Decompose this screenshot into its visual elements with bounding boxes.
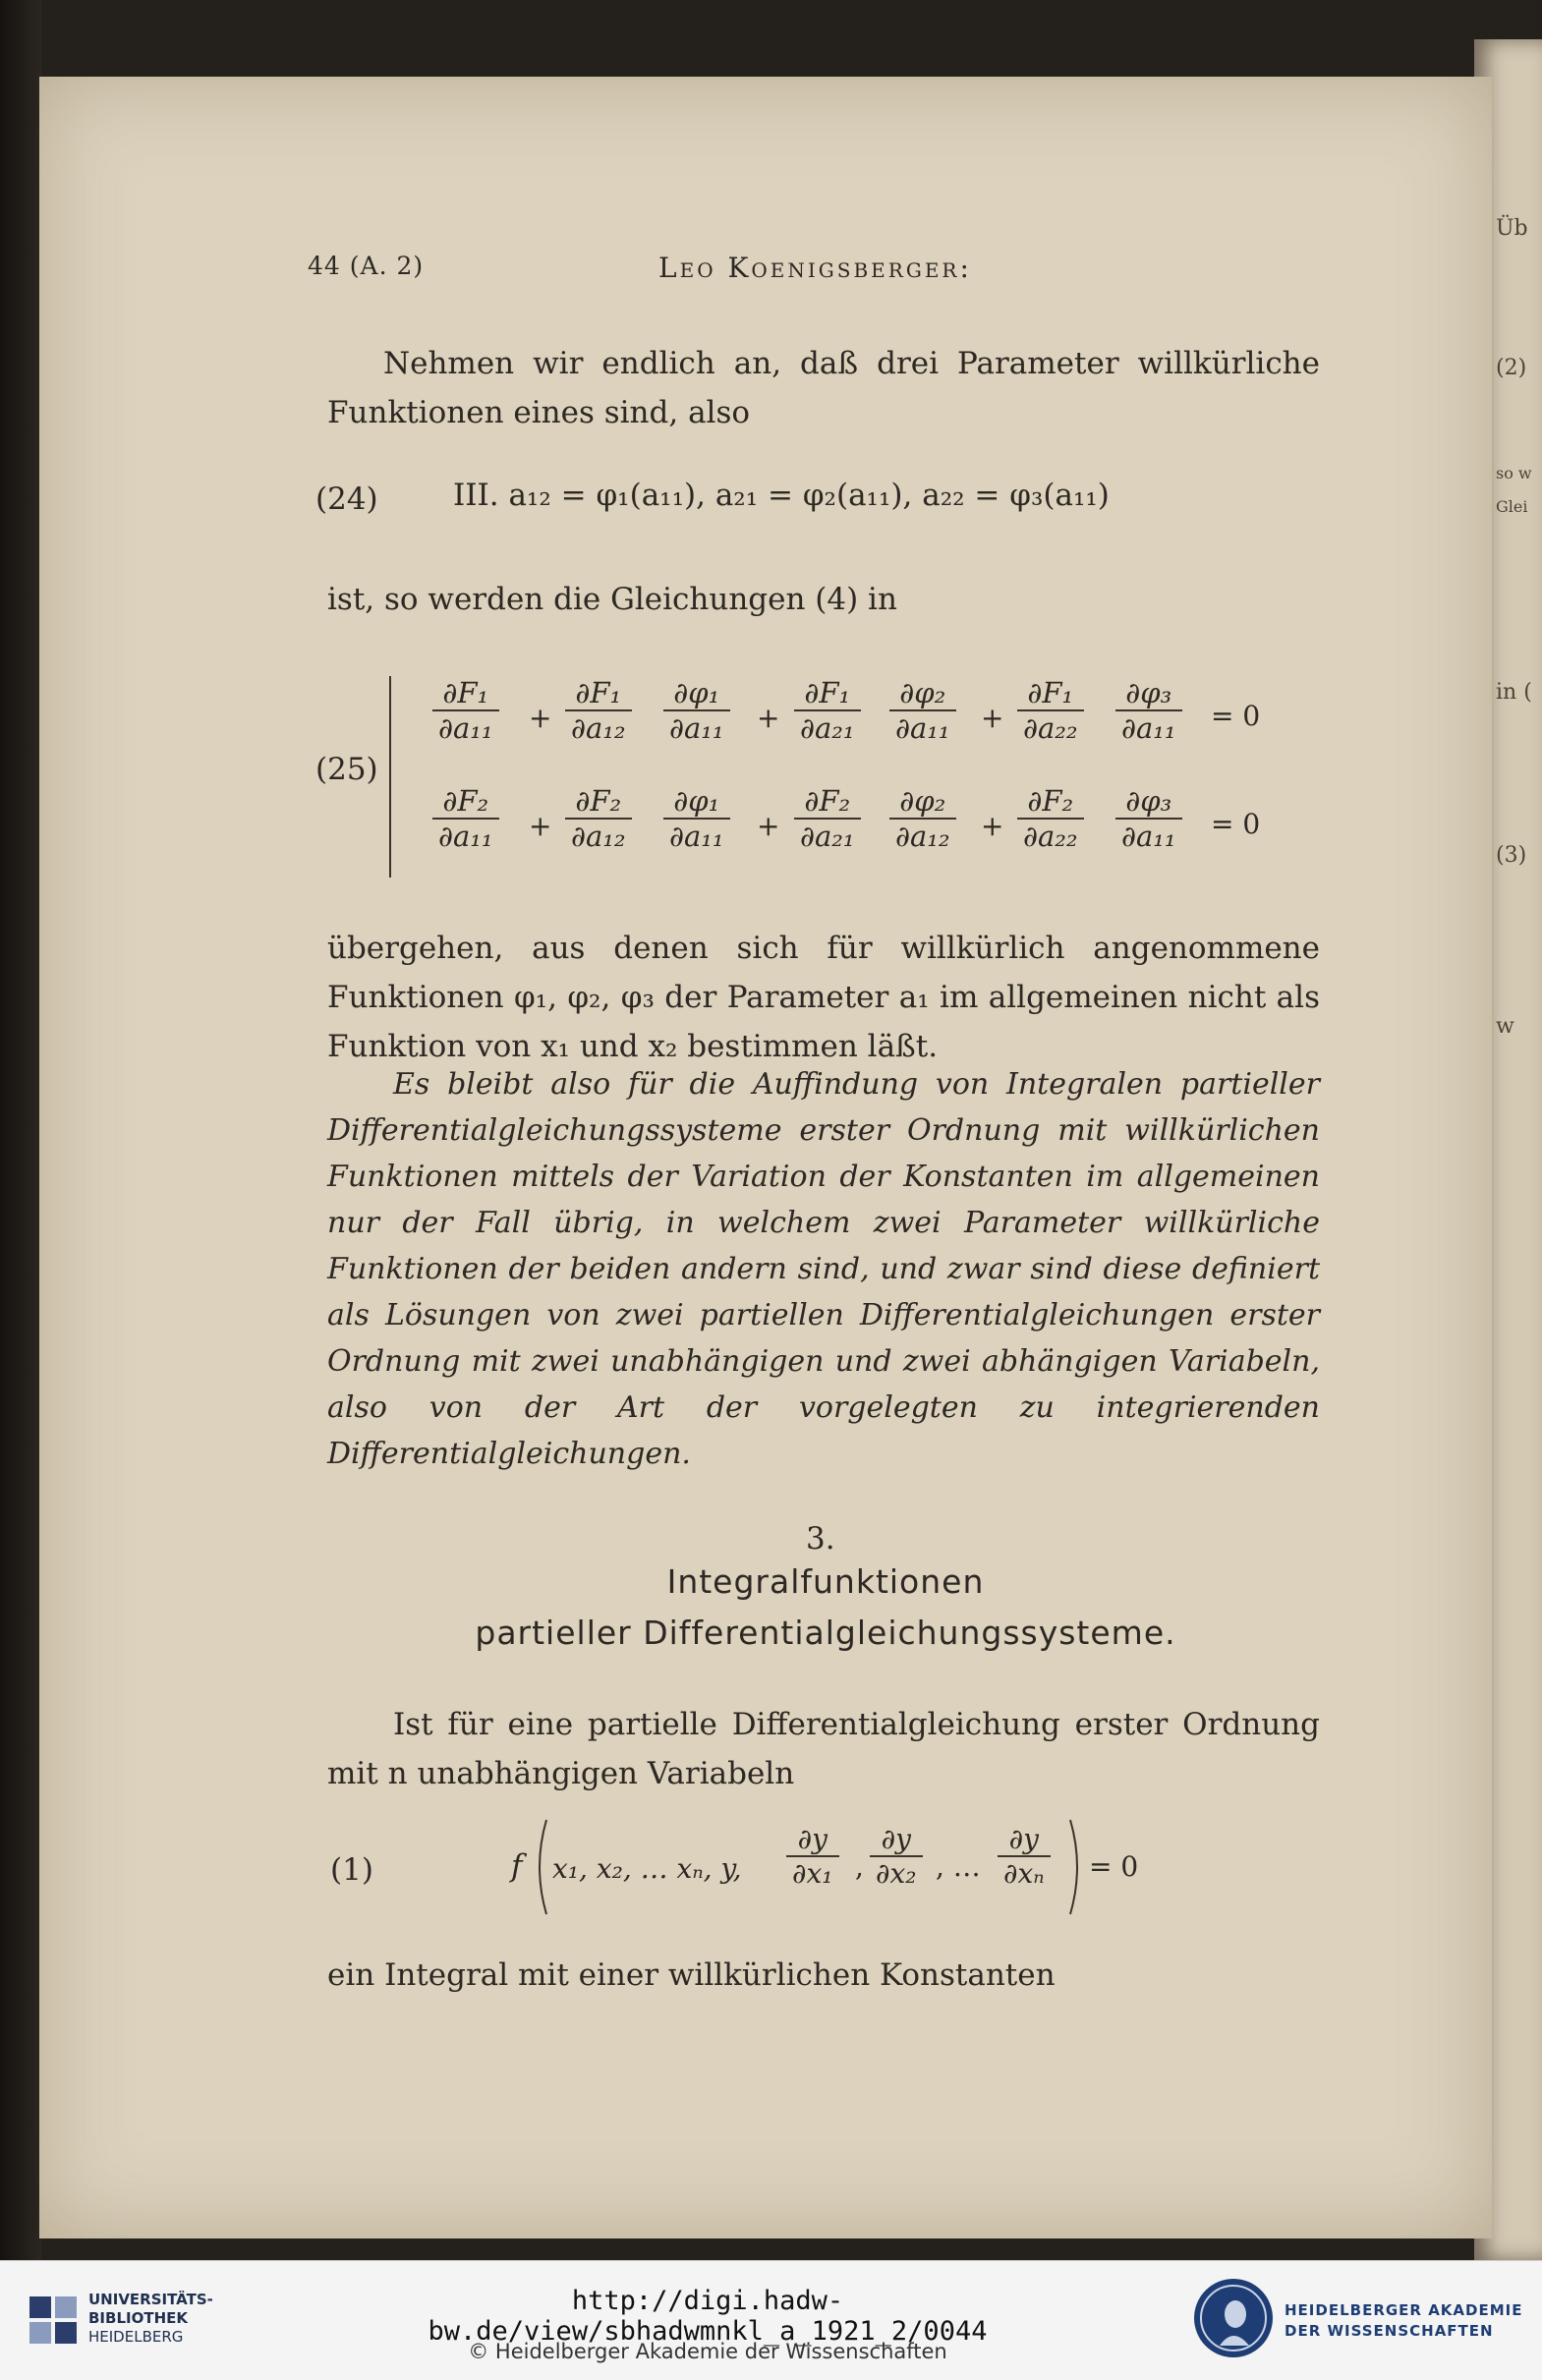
paragraph-1: Nehmen wir endlich an, daß drei Parameter willkürliche Funktionen eines sind, also (327, 346, 1320, 430)
plus-sign: + (981, 702, 1004, 734)
page-number: 44 (A. 2) (308, 252, 425, 280)
left-paren (531, 1818, 550, 1916)
fraction: $\frac{\text{∂F₁}}{\text{∂a₁₂}}$ (565, 676, 632, 745)
equation-label-25: (25) (315, 752, 378, 787)
equation-1 (511, 1813, 1199, 1921)
copyright-notice: © Heidelberger Akademie der Wissenschaften (468, 2340, 947, 2363)
running-head (308, 252, 996, 291)
fraction: $\frac{\text{∂F₁}}{\text{∂a₂₁}}$ (794, 676, 861, 745)
equation-label-1: (1) (330, 1852, 373, 1888)
paragraph-4: Es bleibt also für die Auffindung von Integralen partieller Differentialgleichungssysteme erster Ordnung mit willkürlichen Funktionen mittels der Variation der Konstanten im allgemeinen nur der Fall übrig, in welchem zwei Parameter willkürliche Funktionen der beiden andern sind, und zwar sind diese definiert als Lösungen von zwei partiellen Differentialgleichungen erster Ordnung mit zwei unabhängigen und zwei abhängigen Variabeln, also von der Art der vorgelegten zu integrierenden Differentialgleichungen. (327, 1067, 1320, 1471)
fraction: $\frac{\text{∂φ₁}}{\text{∂a₁₁}}$ (663, 676, 730, 745)
running-head-title: Leo Koenigsberger: (658, 252, 972, 284)
plus-sign: + (981, 810, 1004, 842)
facing-page-fragment: Üb (1496, 216, 1528, 241)
ub-line: HEIDELBERG (88, 2328, 184, 2346)
fraction: $\frac{\text{∂F₁}}{\text{∂a₁₁}}$ (432, 676, 499, 745)
permalink-url[interactable]: http://digi.hadw-bw.de/view/sbhadwmnkl_a_1921_2/0044 (428, 2286, 988, 2347)
fraction: $\frac{\text{∂F₂}}{\text{∂a₁₂}}$ (565, 784, 632, 853)
academy-name (1285, 2300, 1523, 2342)
fraction: $\frac{\text{∂φ₁}}{\text{∂a₁₁}}$ (663, 784, 730, 853)
paragraph-5: Ist für eine partielle Differentialgleichung erster Ordnung mit n unabhängigen Variabeln (327, 1707, 1320, 1791)
ub-line: BIBLIOTHEK (88, 2309, 188, 2327)
equals-zero: = 0 (1211, 700, 1261, 732)
section-title: Integralfunktionen (666, 1562, 985, 1601)
equation-label-24: (24) (315, 482, 378, 517)
academy-line: DER WISSENSCHAFTEN (1285, 2322, 1494, 2340)
equation-25 (314, 676, 1278, 873)
section-number: 3. (806, 1521, 835, 1557)
fraction: $\frac{\partial y}{\text{∂x₁}}$ (786, 1823, 839, 1890)
plus-sign: + (757, 702, 780, 734)
facing-page-fragment: Glei (1496, 497, 1528, 516)
academy-seal-icon (1192, 2277, 1275, 2359)
ellipsis: , … (936, 1850, 981, 1883)
book-spine-edge (0, 0, 41, 2260)
paragraph-3: übergehen, aus denen sich für willkürlich angenommene Funktionen φ₁, φ₂, φ₃ der Parameter a₁ im allgemeinen nicht als Funktion von x₁ und x₂ bestimmen läßt. (327, 931, 1320, 1064)
section-subtitle: partieller Differentialgleichungssysteme. (475, 1614, 1176, 1652)
university-library-name (88, 2291, 213, 2347)
equals-zero: = 0 (1211, 808, 1261, 840)
function-arguments: x₁, x₂, … xₙ, y, (552, 1852, 742, 1885)
fraction: $\frac{\text{∂F₂}}{\text{∂a₂₂}}$ (1017, 784, 1084, 853)
plus-sign: + (529, 810, 552, 842)
facing-page-fragment: in ( (1496, 680, 1532, 705)
facing-page-fragment: w (1496, 1014, 1514, 1039)
right-paren (1066, 1818, 1086, 1916)
fraction: $\frac{\partial y}{\text{∂xₙ}}$ (998, 1823, 1051, 1890)
facing-page-fragment: so w (1496, 464, 1532, 482)
equation-24: III. a₁₂ = φ₁(a₁₁), a₂₁ = φ₂(a₁₁), a₂₂ = φ₃(a₁₁) (453, 478, 1110, 513)
brace (389, 676, 395, 878)
paragraph-6: ein Integral mit einer willkürlichen Konstanten (327, 1957, 1056, 1993)
facing-page-fragment: (3) (1496, 843, 1527, 868)
fraction: $\frac{\text{∂F₂}}{\text{∂a₂₁}}$ (794, 784, 861, 853)
academy-line: HEIDELBERGER AKADEMIE (1285, 2301, 1523, 2319)
comma: , (855, 1850, 864, 1883)
plus-sign: + (529, 702, 552, 734)
ub-line: UNIVERSITÄTS- (88, 2291, 213, 2308)
fraction: $\frac{\text{∂F₂}}{\text{∂a₁₁}}$ (432, 784, 499, 853)
paragraph-2: ist, so werden die Gleichungen (4) in (327, 582, 897, 617)
fraction: $\frac{\text{∂φ₂}}{\text{∂a₁₁}}$ (889, 676, 956, 745)
fraction: $\frac{\text{∂φ₃}}{\text{∂a₁₁}}$ (1115, 676, 1182, 745)
university-library-logo-icon (28, 2295, 79, 2346)
function-symbol: f (511, 1848, 523, 1884)
plus-sign: + (757, 810, 780, 842)
facing-page-fragment: (2) (1496, 356, 1527, 380)
fraction: $\frac{\text{∂F₁}}{\text{∂a₂₂}}$ (1017, 676, 1084, 745)
footer-bar (0, 2260, 1542, 2380)
fraction: $\frac{\partial y}{\text{∂x₂}}$ (870, 1823, 923, 1890)
fraction: $\frac{\text{∂φ₃}}{\text{∂a₁₁}}$ (1115, 784, 1182, 853)
equals-zero: = 0 (1089, 1850, 1139, 1883)
fraction: $\frac{\text{∂φ₂}}{\text{∂a₁₂}}$ (889, 784, 956, 853)
